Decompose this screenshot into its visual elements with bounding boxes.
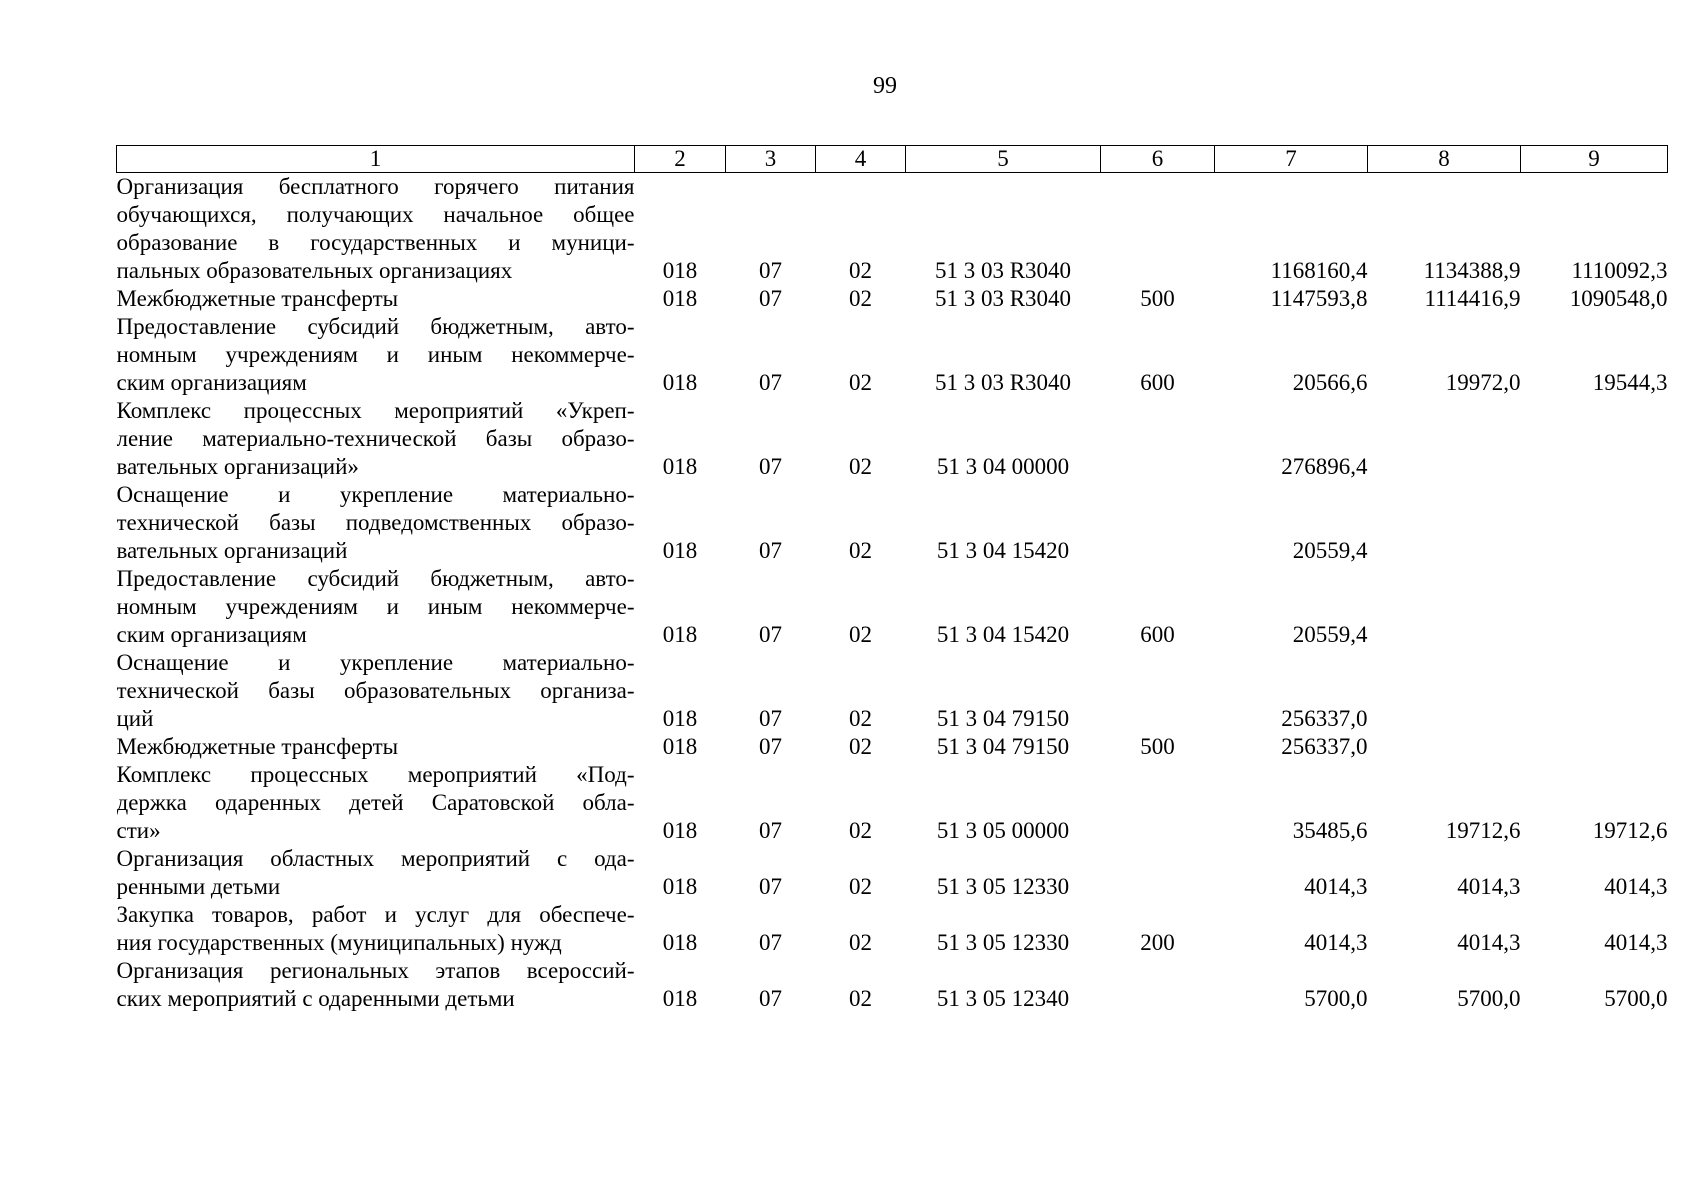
cell-section-code: 07 <box>759 286 782 311</box>
table-body <box>117 173 1668 1014</box>
description-line: Оснащение и укрепление материально- <box>116 650 635 675</box>
table-row <box>117 649 1668 733</box>
description-line: Организация региональных этапов всероссий- <box>116 958 635 983</box>
cell-section-code: 07 <box>759 538 782 563</box>
cell-description <box>117 901 635 957</box>
table-row <box>117 761 1668 845</box>
cell-amount-col-8: 19712,6 <box>1445 818 1521 843</box>
cell-section-code: 07 <box>759 734 782 759</box>
cell-target-article: 51 3 04 79150 <box>936 706 1070 731</box>
description-line: Организация областных мероприятий с ода- <box>116 846 635 871</box>
table-row <box>117 901 1668 957</box>
cell-ministry-code: 018 <box>662 930 698 955</box>
cell-target-article: 51 3 05 12330 <box>936 874 1070 899</box>
cell-ministry-code: 018 <box>662 818 698 843</box>
description-line: Оснащение и укрепление материально- <box>116 482 635 507</box>
cell-expense-type <box>1101 845 1215 901</box>
cell-ministry-code: 018 <box>662 874 698 899</box>
cell-expense-type: 600 <box>1140 370 1175 395</box>
cell-target-article: 51 3 05 00000 <box>936 818 1070 843</box>
description-line: Предоставление субсидий бюджетным, авто- <box>116 314 635 339</box>
cell-expense-type <box>1101 957 1215 1013</box>
header-col-7: 7 <box>1215 146 1368 173</box>
table-row <box>117 565 1668 649</box>
cell-expense-type <box>1101 173 1215 286</box>
cell-description <box>117 761 635 845</box>
cell-ministry-code: 018 <box>662 370 698 395</box>
cell-expense-type <box>1101 649 1215 733</box>
cell-description <box>117 481 635 565</box>
description-line: Организация бесплатного горячего питания <box>116 174 635 199</box>
cell-subsection-code: 02 <box>849 986 872 1011</box>
cell-target-article: 51 3 03 R3040 <box>934 286 1072 311</box>
cell-amount-col-8: 4014,3 <box>1457 930 1521 955</box>
cell-subsection-code: 02 <box>849 874 872 899</box>
cell-amount-col-8: 19972,0 <box>1445 370 1521 395</box>
cell-ministry-code: 018 <box>662 286 698 311</box>
cell-subsection-code: 02 <box>849 538 872 563</box>
cell-subsection-code: 02 <box>849 706 872 731</box>
cell-ministry-code: 018 <box>662 706 698 731</box>
header-col-3: 3 <box>726 146 816 173</box>
table-row <box>117 957 1668 1013</box>
header-col-4: 4 <box>816 146 906 173</box>
cell-ministry-code: 018 <box>662 538 698 563</box>
cell-amount-col-8 <box>1368 649 1521 733</box>
table-row <box>117 733 1668 761</box>
cell-expense-type: 500 <box>1140 286 1175 311</box>
table-row <box>117 481 1668 565</box>
cell-amount-col-9: 4014,3 <box>1604 930 1668 955</box>
description-line: ским организациям <box>116 370 307 395</box>
cell-ministry-code: 018 <box>662 258 698 283</box>
cell-amount-col-8 <box>1368 565 1521 649</box>
table-header-row <box>117 146 1668 173</box>
header-col-5: 5 <box>906 146 1101 173</box>
description-line: пальных образовательных организациях <box>116 258 513 283</box>
cell-amount-col-7: 5700,0 <box>1304 986 1368 1011</box>
description-line: номным учреждениям и иным некоммерче- <box>116 594 635 619</box>
header-col-6: 6 <box>1101 146 1215 173</box>
description-line: держка одаренных детей Саратовской обла- <box>116 790 635 815</box>
cell-section-code: 07 <box>759 818 782 843</box>
description-line: ских мероприятий с одаренными детьми <box>116 986 515 1011</box>
description-line: Межбюджетные трансферты <box>116 286 399 311</box>
description-line: сти» <box>116 818 161 843</box>
cell-amount-col-8: 4014,3 <box>1457 874 1521 899</box>
cell-target-article: 51 3 04 15420 <box>936 538 1070 563</box>
cell-amount-col-8: 1114416,9 <box>1424 286 1521 311</box>
cell-amount-col-7: 35485,6 <box>1292 818 1368 843</box>
cell-section-code: 07 <box>759 622 782 647</box>
cell-amount-col-8 <box>1368 733 1521 761</box>
cell-amount-col-7: 276896,4 <box>1281 454 1368 479</box>
cell-expense-type <box>1101 481 1215 565</box>
cell-expense-type <box>1101 397 1215 481</box>
description-line: Комплекс процессных мероприятий «Под- <box>116 762 635 787</box>
cell-amount-col-9 <box>1521 565 1668 649</box>
cell-amount-col-7: 4014,3 <box>1304 930 1368 955</box>
description-line: Комплекс процессных мероприятий «Укреп- <box>116 398 635 423</box>
cell-target-article: 51 3 05 12330 <box>936 930 1070 955</box>
cell-section-code: 07 <box>759 986 782 1011</box>
cell-description <box>117 957 635 1013</box>
cell-subsection-code: 02 <box>849 286 872 311</box>
cell-expense-type: 500 <box>1140 734 1175 759</box>
cell-subsection-code: 02 <box>849 454 872 479</box>
cell-section-code: 07 <box>759 258 782 283</box>
description-line: технической базы образовательных организа- <box>116 678 635 703</box>
header-col-9: 9 <box>1521 146 1668 173</box>
budget-table <box>116 145 1668 1013</box>
cell-amount-col-9: 4014,3 <box>1604 874 1668 899</box>
description-line: ским организациям <box>116 622 307 647</box>
page-number: 99 <box>873 73 897 99</box>
cell-amount-col-9 <box>1521 649 1668 733</box>
cell-amount-col-9 <box>1521 733 1668 761</box>
cell-subsection-code: 02 <box>849 258 872 283</box>
cell-target-article: 51 3 04 79150 <box>936 734 1070 759</box>
description-line: вательных организаций» <box>116 454 359 479</box>
table-row <box>117 173 1668 286</box>
cell-ministry-code: 018 <box>662 986 698 1011</box>
cell-amount-col-9 <box>1521 397 1668 481</box>
cell-amount-col-7: 1147593,8 <box>1270 286 1368 311</box>
cell-amount-col-9: 1110092,3 <box>1571 258 1668 283</box>
header-col-8: 8 <box>1368 146 1521 173</box>
cell-amount-col-9: 19544,3 <box>1592 370 1668 395</box>
cell-amount-col-7: 256337,0 <box>1281 734 1368 759</box>
description-line: ций <box>116 706 154 731</box>
cell-ministry-code: 018 <box>662 734 698 759</box>
cell-subsection-code: 02 <box>849 930 872 955</box>
cell-target-article: 51 3 04 00000 <box>936 454 1070 479</box>
cell-description <box>117 565 635 649</box>
description-line: ление материально-технической базы образо- <box>116 426 635 451</box>
cell-expense-type: 200 <box>1140 930 1175 955</box>
cell-description <box>117 845 635 901</box>
cell-section-code: 07 <box>759 370 782 395</box>
description-line: номным учреждениям и иным некоммерче- <box>116 342 635 367</box>
table-row <box>117 397 1668 481</box>
cell-amount-col-7: 20559,4 <box>1292 538 1368 563</box>
cell-section-code: 07 <box>759 874 782 899</box>
cell-subsection-code: 02 <box>849 370 872 395</box>
cell-description <box>117 733 635 761</box>
description-line: ния государственных (муниципальных) нужд <box>116 930 562 955</box>
cell-description <box>117 397 635 481</box>
cell-amount-col-7: 1168160,4 <box>1270 258 1368 283</box>
cell-amount-col-8 <box>1368 481 1521 565</box>
description-line: вательных организаций <box>116 538 348 563</box>
cell-section-code: 07 <box>759 706 782 731</box>
cell-expense-type: 600 <box>1140 622 1175 647</box>
cell-subsection-code: 02 <box>849 622 872 647</box>
cell-amount-col-7: 20566,6 <box>1292 370 1368 395</box>
table-row <box>117 285 1668 313</box>
cell-description <box>117 313 635 397</box>
cell-amount-col-7: 256337,0 <box>1281 706 1368 731</box>
cell-section-code: 07 <box>759 454 782 479</box>
table-row <box>117 845 1668 901</box>
cell-description <box>117 285 635 313</box>
cell-amount-col-8 <box>1368 397 1521 481</box>
cell-amount-col-9: 5700,0 <box>1604 986 1668 1011</box>
cell-amount-col-7: 4014,3 <box>1304 874 1368 899</box>
cell-description <box>117 173 635 286</box>
cell-amount-col-8: 1134388,9 <box>1423 258 1521 283</box>
description-line: Предоставление субсидий бюджетным, авто- <box>116 566 635 591</box>
cell-ministry-code: 018 <box>662 622 698 647</box>
cell-target-article: 51 3 04 15420 <box>936 622 1070 647</box>
cell-target-article: 51 3 05 12340 <box>936 986 1070 1011</box>
cell-subsection-code: 02 <box>849 734 872 759</box>
cell-subsection-code: 02 <box>849 818 872 843</box>
description-line: ренными детьми <box>116 874 281 899</box>
header-col-1: 1 <box>117 146 635 173</box>
cell-amount-col-8: 5700,0 <box>1457 986 1521 1011</box>
cell-ministry-code: 018 <box>662 454 698 479</box>
description-line: образование в государственных и муници- <box>116 230 635 255</box>
cell-section-code: 07 <box>759 930 782 955</box>
cell-expense-type <box>1101 761 1215 845</box>
description-line: Межбюджетные трансферты <box>116 734 399 759</box>
cell-amount-col-9: 19712,6 <box>1592 818 1668 843</box>
description-line: технической базы подведомственных образо- <box>116 510 635 535</box>
cell-target-article: 51 3 03 R3040 <box>934 370 1072 395</box>
cell-amount-col-7: 20559,4 <box>1292 622 1368 647</box>
table-row <box>117 313 1668 397</box>
header-col-2: 2 <box>635 146 726 173</box>
description-line: обучающихся, получающих начальное общее <box>116 202 635 227</box>
cell-amount-col-9 <box>1521 481 1668 565</box>
cell-description <box>117 649 635 733</box>
description-line: Закупка товаров, работ и услуг для обеспече- <box>116 902 635 927</box>
cell-target-article: 51 3 03 R3040 <box>934 258 1072 283</box>
cell-amount-col-9: 1090548,0 <box>1569 286 1668 311</box>
